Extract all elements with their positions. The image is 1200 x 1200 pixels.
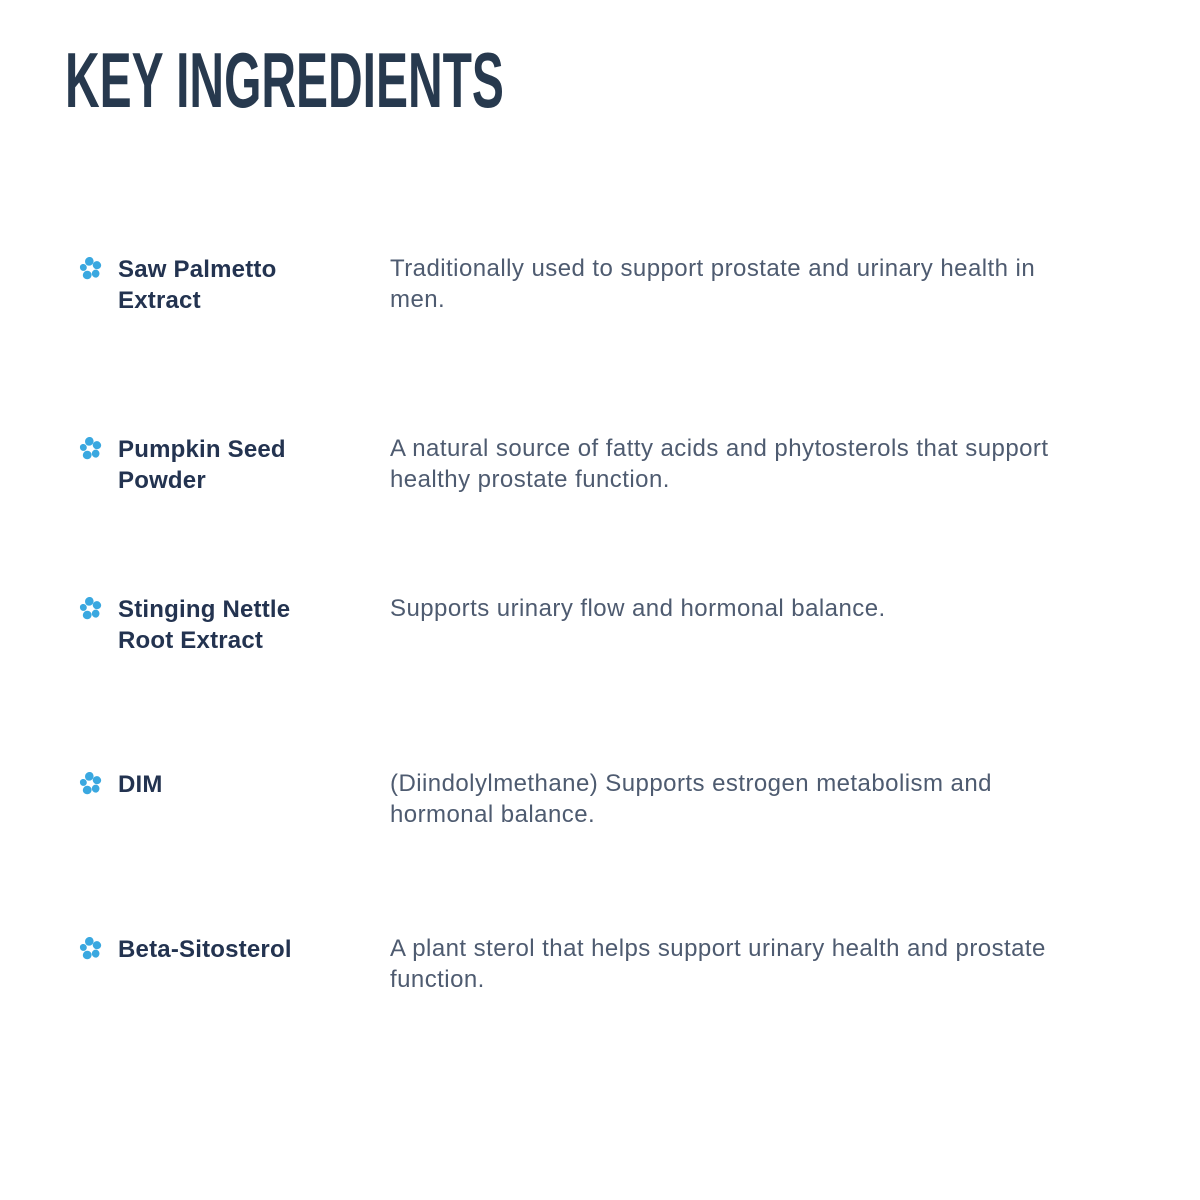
page-title: KEY INGREDIENTS	[65, 36, 504, 124]
berry-cluster-icon	[65, 768, 118, 795]
berry-cluster-icon	[65, 933, 118, 960]
ingredient-row-stinging-nettle	[65, 593, 1095, 768]
ingredient-name: Beta-Sitosterol	[118, 936, 292, 963]
berry-cluster-icon	[65, 433, 118, 460]
ingredient-list	[65, 253, 1095, 1013]
ingredient-description: A natural source of fatty acids and phytosterols that support healthy prostate function.	[390, 435, 1049, 493]
ingredient-row-saw-palmetto	[65, 253, 1095, 433]
ingredient-name: Saw Palmetto Extract	[118, 256, 277, 314]
berry-cluster-icon	[65, 593, 118, 620]
ingredient-description: Supports urinary flow and hormonal balance.	[390, 595, 886, 622]
ingredient-row-dim	[65, 768, 1095, 933]
ingredient-description: A plant sterol that helps support urinary health and prostate function.	[390, 935, 1046, 993]
ingredient-row-pumpkin-seed	[65, 433, 1095, 593]
ingredient-name: Pumpkin Seed Powder	[118, 436, 286, 494]
ingredient-description: Traditionally used to support prostate and urinary health in men.	[390, 255, 1036, 313]
ingredient-row-beta-sitosterol	[65, 933, 1095, 1013]
ingredient-description: (Diindolylmethane) Supports estrogen metabolism and hormonal balance.	[390, 770, 992, 828]
berry-cluster-icon	[65, 253, 118, 280]
ingredient-name: DIM	[118, 771, 163, 798]
ingredient-name: Stinging Nettle Root Extract	[118, 596, 291, 654]
